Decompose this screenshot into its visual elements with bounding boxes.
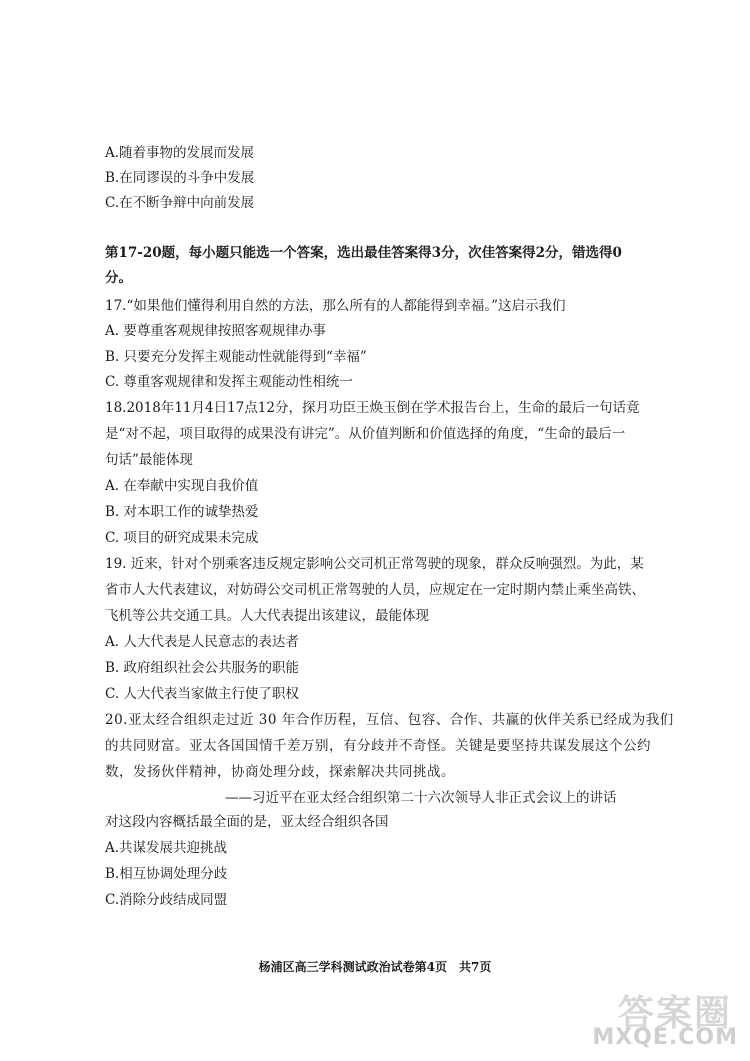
q18-stem-2: 是“对不起，项目取得的成果没有讲完”。从价值判断和价值选择的角度，“生命的最后一 (105, 426, 626, 442)
page-footer: 杨浦区高三学科测试政治试卷第4页 共7页 (258, 960, 492, 974)
q18-stem-3: 句话”最能体现 (105, 452, 193, 468)
q16-option-a: A.随着事物的发展而发展 (105, 145, 255, 161)
section-instructions: 第17-20题，每小题只能选一个答案，选出最佳答案得3分，次佳答案得2分，错选得0 (105, 245, 622, 261)
q17-option-b: B. 只要充分发挥主观能动性就能得到“幸福” (105, 349, 367, 365)
q18-option-c: C. 项目的研究成果未完成 (105, 530, 259, 546)
q19-stem-2: 省市人大代表建议，对妨碍公交司机正常驾驶的人员，应规定在一定时期内禁止乘坐高铁、 (105, 582, 645, 598)
q16-option-c: C.在不断争辩中向前发展 (105, 195, 255, 211)
q18-stem-1: 18.2018年11月4日17点12分，探月功臣王焕玉倒在学术报告台上，生命的最后一句话竟 (105, 400, 640, 416)
watermark-text: 答案圈 (617, 993, 732, 1034)
q18-option-a: A. 在奉献中实现自我价值 (105, 478, 259, 494)
q17-stem: 17.“如果他们懂得利用自然的方法，那么所有的人都能得到幸福。”这启示我们 (105, 298, 566, 314)
q20-quote-1: 20.亚太经合组织走过近 30 年合作历程，互信、包容、合作、共赢的伙伴关系已经成为我们 (105, 712, 674, 728)
q20-stem: 对这段内容概括最全面的是，亚太经合组织各国 (105, 814, 389, 830)
q20-option-a: A.共谋发展共迎挑战 (105, 840, 228, 856)
q16-option-b: B.在同谬误的斗争中发展 (105, 170, 255, 186)
section-instructions-cont: 分。 (105, 270, 132, 286)
q20-option-b: B.相互协调处理分歧 (105, 866, 228, 882)
q19-stem-1: 19. 近来，针对个别乘客违反规定影响公交司机正常驾驶的现象，群众反响强烈。为此，某 (105, 556, 644, 572)
q19-option-a: A. 人大代表是人民意志的表达者 (105, 634, 299, 650)
q18-option-b: B. 对本职工作的诚挚热爱 (105, 504, 259, 520)
q17-option-c: C. 尊重客观规律和发挥主观能动性相统一 (105, 374, 353, 390)
q20-quote-2: 的共同财富。亚太各国国情千差万别，有分歧并不奇怪。关键是要坚持共谋发展这个公约 (105, 738, 651, 754)
q17-option-a: A. 要尊重客观规律按照客观规律办事 (105, 323, 326, 339)
q20-quote-3: 数，发扬伙伴精神，协商处理分歧，探索解决共同挑战。 (105, 764, 455, 780)
watermark-url: MXQE.COM (592, 1025, 738, 1050)
q20-attribution: ——习近平在亚太经合组织第二十六次领导人非正式会议上的讲话 (225, 790, 617, 806)
q19-option-b: B. 政府组织社会公共服务的职能 (105, 660, 300, 676)
watermark-logo (592, 985, 742, 1055)
q19-stem-3: 飞机等公共交通工具。人大代表提出该建议，最能体现 (105, 608, 429, 624)
q20-option-c: C.消除分歧结成同盟 (105, 892, 228, 908)
q19-option-c: C. 人大代表当家做主行使了职权 (105, 686, 299, 702)
